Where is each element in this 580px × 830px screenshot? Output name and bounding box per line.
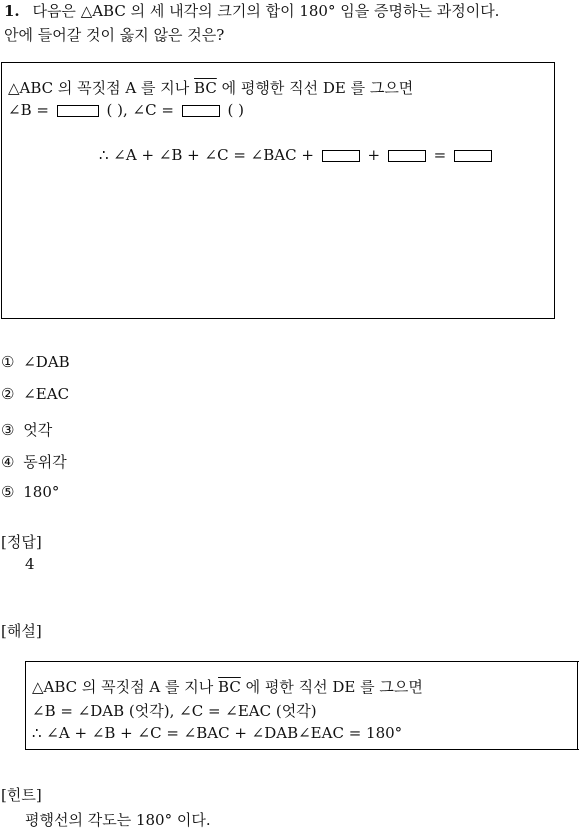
explanation-line-1-pre: △ABC 의 꼭짓점 A 를 지나 — [32, 678, 219, 696]
option-2[interactable] — [1, 385, 69, 403]
option-text: ∠EAC — [23, 385, 70, 403]
option-mark: ⑤ — [1, 483, 15, 501]
explanation-box — [25, 661, 579, 750]
option-mark: ① — [1, 353, 15, 371]
equals-sign: = — [433, 146, 447, 164]
paren-2: ( ) — [227, 101, 244, 119]
plus-sign: + — [367, 146, 381, 164]
hint-text: 평행선의 각도는 180° 이다. — [25, 811, 211, 829]
hint-label: [힌트] — [1, 786, 42, 804]
explanation-label: [해설] — [1, 622, 42, 640]
sum-statement: ∴ ∠A + ∠B + ∠C = ∠BAC + — [99, 146, 314, 164]
question-line-1 — [4, 0, 499, 21]
proof-box — [1, 62, 555, 319]
proof-line-3 — [99, 146, 495, 164]
option-text: 동위각 — [23, 453, 67, 471]
option-1[interactable] — [1, 353, 70, 371]
option-5[interactable] — [1, 483, 59, 501]
proof-line-1 — [8, 77, 413, 98]
option-mark: ② — [1, 385, 15, 403]
explanation-line-3: ∴ ∠A + ∠B + ∠C = ∠BAC + ∠DAB∠EAC = 180° — [32, 724, 403, 742]
blank-2[interactable] — [182, 105, 220, 117]
explanation-line-2: ∠B = ∠DAB (엇각), ∠C = ∠EAC (엇각) — [32, 702, 317, 720]
segment-bc: $\overline{BC}$ — [218, 678, 241, 696]
blank-5[interactable] — [454, 150, 492, 162]
option-3[interactable] — [1, 419, 52, 440]
answer-label: [정답] — [1, 533, 42, 551]
explanation-line-1 — [32, 676, 423, 697]
option-mark: ④ — [1, 453, 15, 471]
angle-b-eq: ∠B = — [8, 101, 49, 119]
proof-line-1-post: 에 평행한 직선 DE 를 그으면 — [216, 79, 414, 97]
proof-line-2 — [8, 101, 244, 119]
question-text: 다음은 △ABC 의 세 내각의 크기의 합이 180° 임을 증명하는 과정이다. — [32, 2, 500, 20]
option-text: 180° — [23, 483, 60, 501]
answer-value: 4 — [25, 555, 35, 573]
segment-bc: $\overline{BC}$ — [194, 79, 217, 97]
paren-1: ( ), ∠C = — [106, 101, 174, 119]
option-4[interactable] — [1, 451, 67, 472]
option-text: ∠DAB — [23, 353, 70, 371]
question-line-2: 안에 들어갈 것이 옳지 않은 것은? — [4, 26, 225, 44]
option-text: 엇각 — [23, 421, 53, 439]
option-mark: ③ — [1, 421, 15, 439]
question-number: 1. — [4, 2, 20, 20]
blank-1[interactable] — [57, 105, 99, 117]
blank-3[interactable] — [322, 150, 360, 162]
proof-line-1-pre: △ABC 의 꼭짓점 A 를 지나 — [8, 79, 195, 97]
explanation-line-1-post: 에 평한 직선 DE 를 그으면 — [240, 678, 423, 696]
explanation-box-edge — [577, 661, 578, 750]
blank-4[interactable] — [388, 150, 426, 162]
